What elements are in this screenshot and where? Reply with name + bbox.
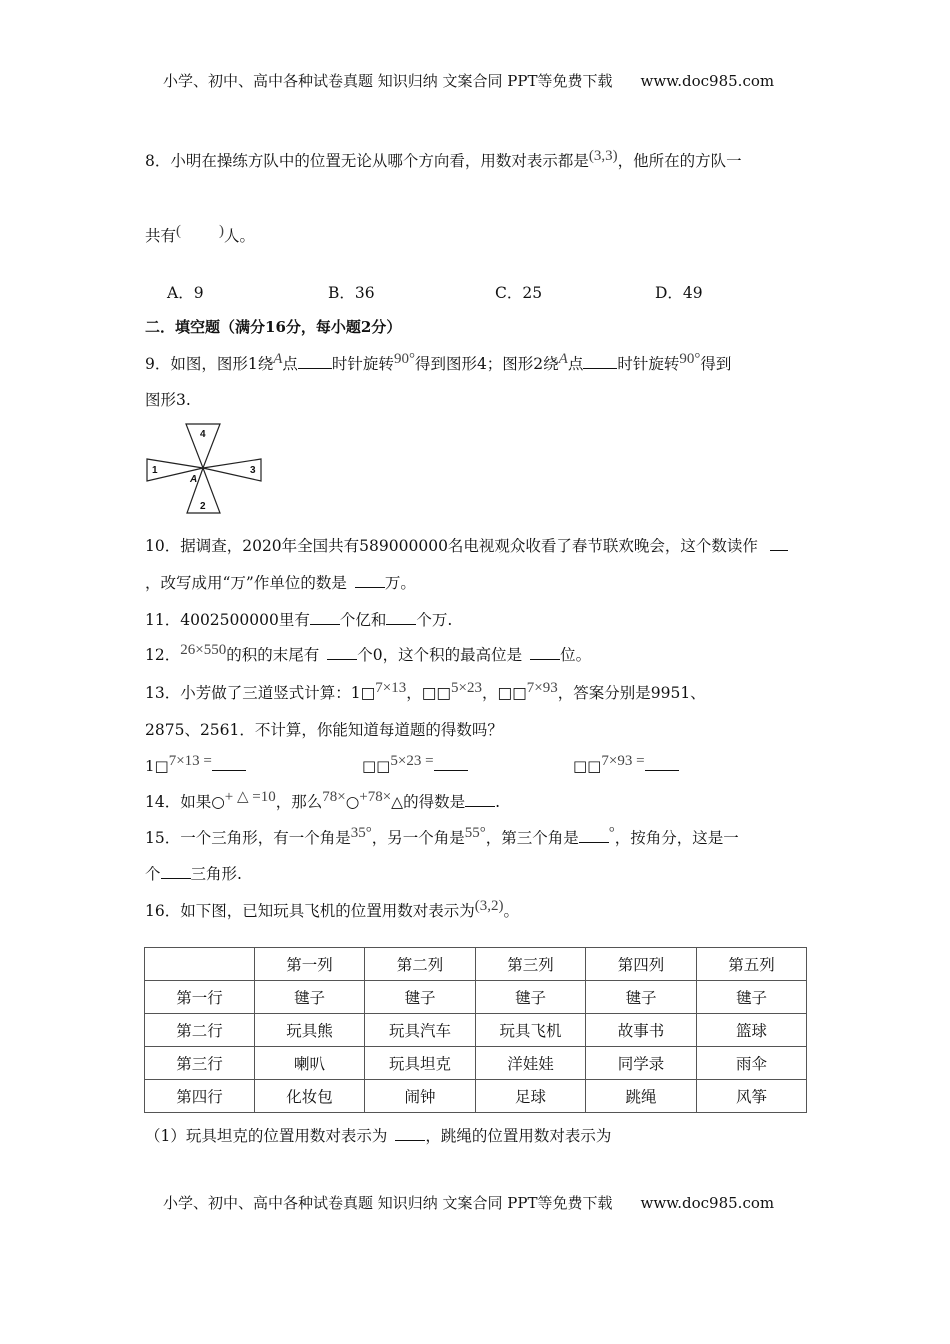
q16-sub1	[145, 1124, 611, 1146]
q15-text-1: 15．一个三角形，有一个角是	[145, 829, 351, 847]
q15-angle-2: 55°	[464, 825, 486, 841]
table-cell: 第一行	[145, 981, 255, 1014]
table-header-cell: 第三列	[476, 948, 586, 981]
q15-text-6: 三角形.	[190, 865, 242, 883]
q16-sub1-blank[interactable]	[395, 1126, 425, 1141]
q12-expression: 26×550	[180, 642, 227, 658]
q11-text-2: 个亿和	[339, 611, 387, 629]
table-cell: 跳绳	[586, 1080, 697, 1113]
table-cell: 第二行	[145, 1014, 255, 1047]
table-cell: 毽子	[697, 981, 807, 1014]
q10-text-2: ，改写成用“万”作单位的数是	[145, 574, 347, 592]
q10-text-3: 万。	[384, 574, 416, 592]
table-header-cell: 第二列	[365, 948, 476, 981]
q16-sub1-text-1: （1）玩具坦克的位置用数对表示为	[145, 1127, 388, 1145]
table-cell: 毽子	[476, 981, 586, 1014]
q8-option-c[interactable]: C．25	[495, 284, 543, 302]
table-header-cell: 第一列	[255, 948, 365, 981]
q14-text-1: 14．如果○	[145, 793, 225, 811]
page-footer	[163, 1192, 774, 1213]
table-cell: 玩具坦克	[365, 1047, 476, 1080]
q14-circle: ○	[345, 793, 360, 811]
q9-point-a: A	[273, 351, 283, 367]
table-header-cell: 第五列	[697, 948, 807, 981]
figure-label-1: 1	[152, 465, 158, 476]
figure-label-2: 2	[200, 501, 206, 512]
table-cell: 足球	[476, 1080, 586, 1113]
table-cell: 玩具熊	[255, 1014, 365, 1047]
table-cell: 第三行	[145, 1047, 255, 1080]
q8-text-2: ，他所在的方队一	[617, 152, 742, 170]
table-cell: 毽子	[586, 981, 697, 1014]
table-row	[145, 1014, 807, 1047]
q11-blank-2[interactable]	[386, 610, 416, 625]
q10-blank-2[interactable]	[355, 573, 385, 588]
q13-text-3: ，□□	[481, 684, 527, 702]
q10-text-1: 10．据调查，2020年全国共有589000000名电视观众收看了春节联欢晚会，这个数读作	[145, 537, 758, 555]
figure-label-a: A	[190, 474, 198, 485]
q9-point-a-2: A	[558, 351, 568, 367]
q12-text-1: 12．	[145, 646, 181, 664]
q13-expr-1: 7×13	[375, 680, 407, 696]
q13-blank-2[interactable]	[434, 756, 468, 771]
q15-blank-1[interactable]	[579, 828, 609, 843]
q16-line	[145, 899, 519, 921]
q8-text-4: 人。	[224, 227, 256, 245]
q9-text-4: 得到图形4；图形2绕	[414, 355, 559, 373]
q14-text-3: △的得数是	[391, 793, 466, 811]
footer-url: www.doc985.com	[640, 1194, 775, 1212]
q14-expr-2: 78×	[322, 789, 346, 805]
q16-sub1-text-2: ，跳绳的位置用数对表示为	[425, 1127, 612, 1145]
q9-text-2: 点	[282, 355, 298, 373]
q12-text-2: 的积的末尾有	[226, 646, 320, 664]
q13-answer-2	[362, 753, 468, 776]
page-header	[163, 70, 774, 91]
q13-answer-3-prefix: □□	[573, 757, 602, 775]
q13-answer-1-prefix: 1□	[145, 757, 169, 775]
table-cell: 风筝	[697, 1080, 807, 1113]
q11-text-1: 11．4002500000里有	[145, 611, 310, 629]
q11-blank-1[interactable]	[310, 610, 340, 625]
q15-text-4: ，按角分，这是一	[614, 829, 739, 847]
q9-text-6: 时针旋转	[617, 355, 680, 373]
q15-line1	[145, 826, 739, 848]
q8-pair: (3,3)	[588, 148, 618, 164]
figure-label-3: 3	[250, 465, 256, 476]
q14-line	[145, 790, 500, 812]
q14-blank[interactable]	[465, 792, 495, 807]
q13-answer-1	[145, 753, 246, 776]
q9-degree-2: 90°	[679, 351, 701, 367]
q14-text-4: .	[495, 793, 501, 811]
header-text: 小学、初中、高中各种试卷真题 知识归纳 文案合同 PPT等免费下载	[163, 72, 613, 90]
q13-answer-2-prefix: □□	[362, 757, 391, 775]
footer-text: 小学、初中、高中各种试卷真题 知识归纳 文案合同 PPT等免费下载	[163, 1194, 613, 1212]
q13-line1	[145, 681, 706, 703]
figure-label-4: 4	[200, 429, 206, 440]
q12-text-3: 个0，这个积的最高位是	[357, 646, 523, 664]
q9-line2: 图形3.	[145, 391, 191, 409]
q13-expr-2: 5×23	[451, 680, 482, 696]
q15-angle-1: 35°	[350, 825, 372, 841]
q16-pair: (3,2)	[474, 898, 504, 914]
section-title: 二．填空题（满分16分，每小题2分）	[145, 318, 402, 336]
table-cell: 篮球	[697, 1014, 807, 1047]
table-cell: 化妆包	[255, 1080, 365, 1113]
table-cell: 玩具飞机	[476, 1014, 586, 1047]
q10-line1	[145, 534, 788, 556]
q15-line2	[145, 862, 242, 884]
q8-option-b[interactable]: B．36	[328, 284, 375, 302]
q13-line2: 2875、2561．不计算，你能知道每道题的得数吗？	[145, 721, 503, 739]
table-cell: 毽子	[255, 981, 365, 1014]
q13-answer-2-expr: 5×23 =	[390, 753, 434, 769]
q9-line1	[145, 352, 731, 374]
table-cell: 同学录	[586, 1047, 697, 1080]
q10-blank-1[interactable]	[770, 536, 788, 551]
table-cell: 第四行	[145, 1080, 255, 1113]
q13-text-4: ，答案分别是9951、	[557, 684, 706, 702]
q16-table	[144, 947, 807, 1113]
q9-text-5: 点	[567, 355, 584, 373]
q10-line2	[145, 571, 416, 593]
q15-text-2: ，另一个角是	[371, 829, 465, 847]
table-cell: 毽子	[365, 981, 476, 1014]
table-cell: 雨伞	[697, 1047, 807, 1080]
q9-text-1: 9．如图，图形1绕	[145, 355, 274, 373]
q12-blank-2[interactable]	[530, 645, 560, 660]
q12-line	[145, 643, 591, 665]
q11-text-3: 个万.	[416, 611, 453, 629]
q14-expr-3: +78×	[359, 789, 392, 805]
q15-degree: °	[608, 825, 615, 841]
q9-text-3: 时针旋转	[331, 355, 394, 373]
header-url: www.doc985.com	[640, 72, 775, 90]
q8-line1	[145, 149, 742, 171]
table-header-row	[145, 948, 807, 981]
table-header-cell	[145, 948, 255, 981]
q16-text-2: 。	[503, 902, 519, 920]
q13-expr-3: 7×93	[526, 680, 558, 696]
q9-blank-2[interactable]	[583, 354, 617, 369]
q13-answer-1-expr: 7×13 =	[168, 753, 212, 769]
q13-blank-3[interactable]	[645, 756, 679, 771]
table-cell: 故事书	[586, 1014, 697, 1047]
q8-text-1: 8．小明在操练方队中的位置无论从哪个方向看，用数对表示都是	[145, 152, 589, 170]
q14-text-2: ，那么	[275, 793, 323, 811]
table-cell: 闹钟	[365, 1080, 476, 1113]
q13-answer-3-expr: 7×93 =	[601, 753, 645, 769]
q8-paren-open: (	[176, 223, 182, 239]
q14-expr-1: + △ =10	[224, 789, 276, 805]
q9-text-7: 得到	[700, 355, 732, 373]
q11-line	[145, 608, 452, 630]
rotation-figure	[144, 420, 264, 518]
q8-line2	[145, 224, 255, 246]
table-cell: 洋娃娃	[476, 1047, 586, 1080]
table-row	[145, 1080, 807, 1113]
q8-paren-close: )	[219, 223, 225, 239]
table-cell: 玩具汽车	[365, 1014, 476, 1047]
q15-blank-2[interactable]	[161, 864, 191, 879]
q12-blank-1[interactable]	[327, 645, 357, 660]
table-row	[145, 1047, 807, 1080]
table-header-cell: 第四列	[586, 948, 697, 981]
q15-text-5: 个	[145, 865, 161, 883]
q8-text-3: 共有	[145, 227, 177, 245]
table-row	[145, 981, 807, 1014]
q13-text-2: ，□□	[406, 684, 451, 702]
q13-answer-3	[573, 753, 679, 776]
q9-degree-1: 90°	[393, 351, 415, 367]
q15-text-3: ，第三个角是	[485, 829, 579, 847]
q13-text-1: 13．小芳做了三道竖式计算：1□	[145, 684, 376, 702]
q12-text-4: 位。	[560, 646, 592, 664]
q13-blank-1[interactable]	[212, 756, 246, 771]
q16-text-1: 16．如下图，已知玩具飞机的位置用数对表示为	[145, 902, 475, 920]
q9-blank-1[interactable]	[298, 354, 332, 369]
table-cell: 喇叭	[255, 1047, 365, 1080]
q8-option-a[interactable]: A．9	[167, 284, 204, 302]
q8-option-d[interactable]: D．49	[655, 284, 703, 302]
